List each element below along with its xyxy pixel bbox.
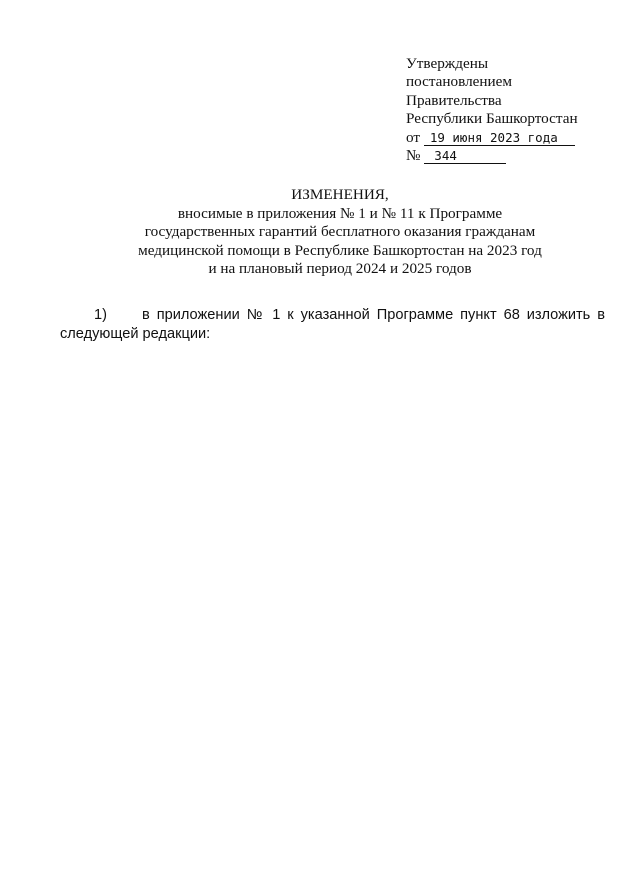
- approval-number-value: 344: [424, 148, 506, 164]
- title-line-2: государственных гарантий бесплатного оказания гражданам: [144, 223, 536, 241]
- item-1-paragraph: [60, 306, 605, 344]
- approval-line-1: Утверждены: [406, 55, 489, 72]
- approval-date-line: [406, 129, 631, 147]
- title-line-4: и на плановый период 2024 и 2025 годов: [208, 260, 472, 278]
- approval-line-2: постановлением: [406, 73, 513, 91]
- item-1-number: 1): [94, 307, 107, 323]
- approval-number-line: [406, 147, 631, 165]
- title-line-1: вносимые в приложения № 1 и № 11 к Программе: [177, 204, 503, 222]
- approval-number-prefix: №: [406, 147, 421, 165]
- item-1-text-line-1: в приложении № 1 к указанной Программе пункт 68 изложить в: [142, 307, 605, 323]
- approval-line-3: Правительства: [406, 91, 502, 109]
- title-heading: ИЗМЕНЕНИЯ,: [291, 186, 389, 203]
- approval-date-value: 19 июня 2023 года: [424, 130, 575, 146]
- approval-stamp: [406, 55, 631, 165]
- approval-date-prefix: от: [406, 128, 421, 146]
- document-title: [60, 186, 620, 279]
- title-line-3: медицинской помощи в Республике Башкортостан на 2023 год: [138, 241, 542, 259]
- item-1-text-line-2: следующей редакции:: [60, 326, 211, 342]
- approval-line-4: Республики Башкортостан: [406, 110, 578, 128]
- item-1-first-line: [60, 306, 605, 325]
